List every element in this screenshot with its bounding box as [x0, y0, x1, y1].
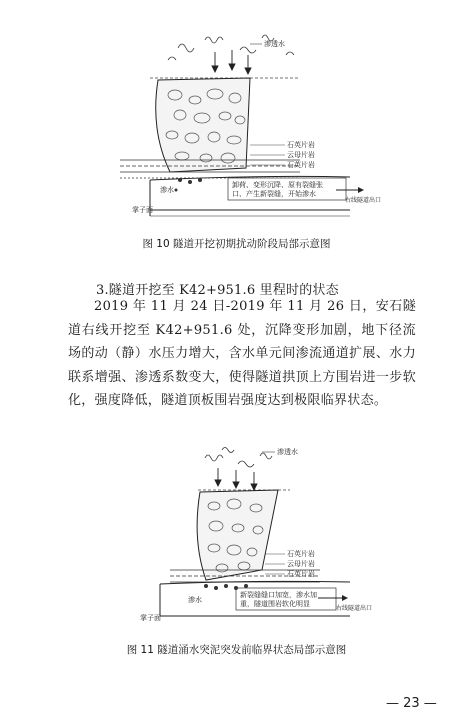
label-leaders: [250, 44, 285, 165]
label-direction: 右线隧道出口: [345, 197, 382, 204]
label-layer2: 云母片岩: [287, 151, 315, 159]
label-palm-face: 掌子面: [132, 206, 153, 214]
label-direction: 右线隧道出口: [336, 605, 373, 612]
seepage-arrows: [212, 50, 251, 74]
label-seep: 渗水: [188, 596, 202, 604]
seepage-arrows: [215, 468, 257, 490]
label-note-line2: 重，隧道围岩软化明显: [240, 600, 310, 608]
label-palm-face: 掌子面: [140, 614, 161, 622]
figure-11-diagram: [0, 430, 473, 630]
label-note-line2: 口、产生新裂缝，开始渗水: [232, 190, 316, 198]
label-seepage: 渗透水: [264, 40, 285, 48]
label-layer1: 石英片岩: [287, 550, 315, 558]
seepage-wave-lines: [205, 448, 272, 468]
page-number: — 23 —: [386, 696, 437, 711]
label-seep: 渗水: [160, 186, 174, 194]
figure-10-diagram: [0, 0, 473, 232]
label-layer1: 石英片岩: [287, 141, 315, 149]
label-seepage: 渗透水: [277, 448, 298, 456]
water-drops: [175, 178, 203, 192]
section-paragraph: 2019 年 11 月 24 日-2019 年 11 月 26 日，安石隧道右线开挖至 K42+951.6 处，沉降变形加剧，地下径流场的动（静）水压力增大，含水单元间渗流通道扩展、水力联系增强、渗透系数变大，使得隧道拱顶上方围岩进一步软化，强度降低，隧道顶板围岩强度达到极限临界状态。: [68, 299, 416, 408]
label-note-line1: 卸荷、变形沉降、原有裂缝张: [232, 181, 323, 189]
figure-11-caption: 图 11 隧道涌水突泥突发前临界状态局部示意图: [126, 644, 347, 656]
label-layer2: 云母片岩: [287, 560, 315, 568]
label-note-line1: 新裂缝缝口加宽，渗水加: [240, 591, 317, 599]
label-layer3: 石英片岩: [287, 161, 315, 169]
figure-11: [0, 430, 473, 630]
figure-10-caption: 图 10 隧道开挖初期扰动阶段局部示意图: [142, 238, 331, 250]
figure-10: [0, 0, 473, 232]
label-layer3: 石英片岩: [287, 570, 315, 578]
section-heading: 3.隧道开挖至 K42+951.6 里程时的状态: [96, 283, 339, 298]
loose-rock-body: [156, 78, 250, 172]
